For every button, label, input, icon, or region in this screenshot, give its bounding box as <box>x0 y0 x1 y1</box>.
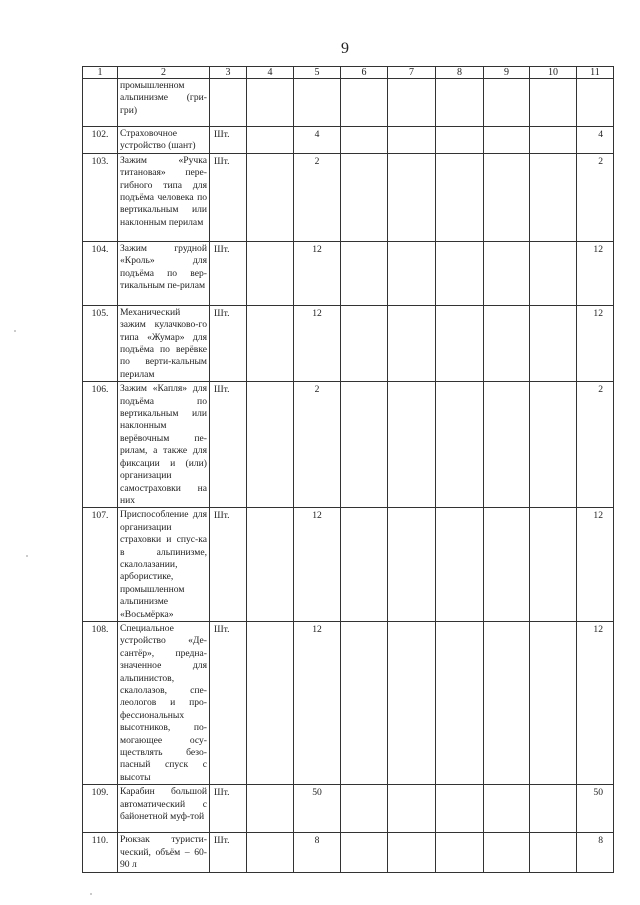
empty-cell <box>530 382 577 508</box>
table-row <box>83 508 614 622</box>
empty-cell <box>388 785 436 833</box>
empty-cell <box>436 153 484 241</box>
empty-cell <box>247 241 294 305</box>
empty-cell <box>484 621 530 784</box>
empty-cell <box>341 508 388 622</box>
table-row <box>83 153 614 241</box>
empty-cell <box>388 382 436 508</box>
empty-cell <box>388 127 436 154</box>
table-header-row <box>83 67 614 79</box>
empty-cell <box>247 305 294 381</box>
table-row <box>83 785 614 833</box>
table-row <box>83 241 614 305</box>
empty-cell <box>484 241 530 305</box>
column-header-2: 2 <box>118 67 210 79</box>
quantity-cell: 12 <box>294 241 341 305</box>
empty-cell <box>388 508 436 622</box>
quantity-cell: 4 <box>294 127 341 154</box>
unit-cell <box>210 79 247 127</box>
unit-cell: Шт. <box>210 621 247 784</box>
total-cell: 8 <box>577 833 614 873</box>
empty-cell <box>341 833 388 873</box>
table-row <box>83 382 614 508</box>
quantity-cell: 8 <box>294 833 341 873</box>
scan-speck <box>26 555 28 557</box>
empty-cell <box>341 305 388 381</box>
scan-speck <box>90 893 92 895</box>
empty-cell <box>388 833 436 873</box>
empty-cell <box>247 833 294 873</box>
empty-cell <box>341 382 388 508</box>
total-cell: 12 <box>577 305 614 381</box>
item-name: Зажим «Ручка титановая» пере-гибного типа для подъёма человека по вертикальным или наклонным перилам <box>118 153 210 241</box>
quantity-cell: 50 <box>294 785 341 833</box>
empty-cell <box>530 305 577 381</box>
row-number: 110. <box>83 833 118 873</box>
unit-cell: Шт. <box>210 785 247 833</box>
table-row <box>83 127 614 154</box>
empty-cell <box>436 833 484 873</box>
quantity-cell: 12 <box>294 508 341 622</box>
total-cell: 12 <box>577 508 614 622</box>
empty-cell <box>247 127 294 154</box>
item-name: Рюкзак туристи-ческий, объём – 60-90 л <box>118 833 210 873</box>
empty-cell <box>484 153 530 241</box>
empty-cell <box>530 127 577 154</box>
total-cell: 2 <box>577 382 614 508</box>
empty-cell <box>484 508 530 622</box>
unit-cell: Шт. <box>210 241 247 305</box>
empty-cell <box>484 785 530 833</box>
empty-cell <box>530 241 577 305</box>
page-number: 9 <box>341 40 349 57</box>
unit-cell: Шт. <box>210 833 247 873</box>
unit-cell: Шт. <box>210 508 247 622</box>
empty-cell <box>388 241 436 305</box>
total-cell: 12 <box>577 241 614 305</box>
empty-cell <box>247 785 294 833</box>
column-header-6: 6 <box>341 67 388 79</box>
row-number: 108. <box>83 621 118 784</box>
total-cell <box>577 79 614 127</box>
column-header-9: 9 <box>484 67 530 79</box>
table-row <box>83 621 614 784</box>
item-name: Приспособление для организации страховки и спус-ка в альпинизме, скалолазании, арбористике, промышленном альпинизме «Восьмёрка» <box>118 508 210 622</box>
row-number: 105. <box>83 305 118 381</box>
item-name: Зажим грудной «Кроль» для подъёма по вер-тикальным пе-рилам <box>118 241 210 305</box>
empty-cell <box>388 79 436 127</box>
unit-cell: Шт. <box>210 127 247 154</box>
column-header-5: 5 <box>294 67 341 79</box>
empty-cell <box>484 833 530 873</box>
row-number: 106. <box>83 382 118 508</box>
column-header-7: 7 <box>388 67 436 79</box>
empty-cell <box>247 382 294 508</box>
empty-cell <box>436 305 484 381</box>
empty-cell <box>436 382 484 508</box>
empty-cell <box>341 79 388 127</box>
empty-cell <box>341 153 388 241</box>
empty-cell <box>247 621 294 784</box>
column-header-8: 8 <box>436 67 484 79</box>
item-name: Страховочное устройство (шант) <box>118 127 210 154</box>
scan-speck <box>14 330 16 332</box>
item-name: Зажим «Капля» для подъёма по вертикальным или наклонным верёвочным пе-рилам, а также для фиксации и (или) организации самостраховки на них <box>118 382 210 508</box>
table-row <box>83 833 614 873</box>
row-number: 103. <box>83 153 118 241</box>
quantity-cell <box>294 79 341 127</box>
total-cell: 50 <box>577 785 614 833</box>
unit-cell: Шт. <box>210 153 247 241</box>
empty-cell <box>484 127 530 154</box>
quantity-cell: 2 <box>294 153 341 241</box>
empty-cell <box>247 79 294 127</box>
row-number <box>83 79 118 127</box>
empty-cell <box>341 785 388 833</box>
empty-cell <box>436 127 484 154</box>
equipment-table <box>82 66 614 873</box>
item-name: Механический зажим кулачково-го типа «Жумар» для подъёма по верёвке по верти-кальным перилам <box>118 305 210 381</box>
item-name: Карабин большой автоматический с байонетной муф-той <box>118 785 210 833</box>
unit-cell: Шт. <box>210 382 247 508</box>
row-number: 104. <box>83 241 118 305</box>
quantity-cell: 2 <box>294 382 341 508</box>
item-name: Специальное устройство «Де-сантёр», предна-значенное для альпинистов, скалолазов, спе-леологов и про-фессиональных высотников, по-могающее осу-ществлять безо-пасный спуск с высоты <box>118 621 210 784</box>
empty-cell <box>388 153 436 241</box>
unit-cell: Шт. <box>210 305 247 381</box>
item-name: промышленном альпинизме (гри-гри) <box>118 79 210 127</box>
quantity-cell: 12 <box>294 305 341 381</box>
empty-cell <box>436 621 484 784</box>
column-header-11: 11 <box>577 67 614 79</box>
empty-cell <box>530 508 577 622</box>
column-header-1: 1 <box>83 67 118 79</box>
empty-cell <box>436 785 484 833</box>
empty-cell <box>341 127 388 154</box>
empty-cell <box>530 785 577 833</box>
empty-cell <box>388 305 436 381</box>
empty-cell <box>530 79 577 127</box>
table-row <box>83 305 614 381</box>
column-header-3: 3 <box>210 67 247 79</box>
empty-cell <box>436 241 484 305</box>
total-cell: 4 <box>577 127 614 154</box>
empty-cell <box>530 621 577 784</box>
empty-cell <box>341 621 388 784</box>
row-number: 109. <box>83 785 118 833</box>
empty-cell <box>436 508 484 622</box>
total-cell: 2 <box>577 153 614 241</box>
empty-cell <box>484 382 530 508</box>
empty-cell <box>484 79 530 127</box>
empty-cell <box>530 153 577 241</box>
quantity-cell: 12 <box>294 621 341 784</box>
empty-cell <box>436 79 484 127</box>
empty-cell <box>341 241 388 305</box>
total-cell: 12 <box>577 621 614 784</box>
empty-cell <box>247 153 294 241</box>
empty-cell <box>530 833 577 873</box>
row-number: 102. <box>83 127 118 154</box>
empty-cell <box>247 508 294 622</box>
empty-cell <box>484 305 530 381</box>
row-number: 107. <box>83 508 118 622</box>
column-header-10: 10 <box>530 67 577 79</box>
empty-cell <box>388 621 436 784</box>
column-header-4: 4 <box>247 67 294 79</box>
table-row <box>83 79 614 127</box>
